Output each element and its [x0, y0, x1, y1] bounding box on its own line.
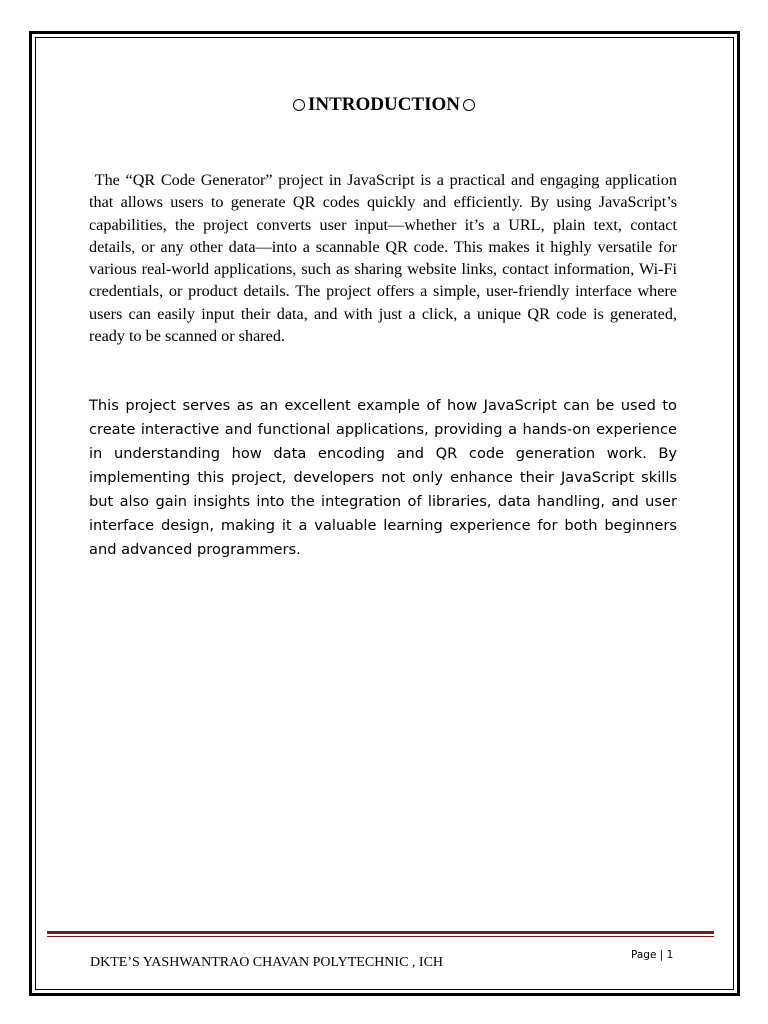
footer-institution: DKTE’S YASHWANTRAO CHAVAN POLYTECHNIC , ICH [90, 955, 444, 970]
circle-bullet-icon [293, 99, 305, 111]
footer-rule [47, 931, 714, 934]
intro-paragraph-2: This project serves as an excellent example of how JavaScript can be used to create interactive and functional applications, providing a hands-on experience in understanding how data encoding and QR code generation work. By implementing this project, developers not only enhance their JavaScript skills but also gain insights into the integration of libraries, data handling, and user interface design, making it a valuable learning experience for both beginners and advanced programmers. [89, 397, 677, 558]
page-number: Page | 1 [631, 949, 674, 961]
circle-bullet-icon [463, 99, 475, 111]
intro-paragraph-1: The “QR Code Generator” project in JavaScript is a practical and engaging application that allows users to generate QR codes quickly and efficiently. By using JavaScript’s capabilities, the project converts user input—whether it’s a URL, plain text, contact details, or any other data—into a scannable QR code. This makes it highly versatile for various real-world applications, such as sharing website links, contact information, Wi-Fi credentials, or product details. The project offers a simple, user-friendly interface where users can easily input their data, and with just a click, a unique QR code is generated, ready to be scanned or shared. [89, 171, 677, 346]
heading-text: INTRODUCTION [307, 94, 461, 115]
section-heading [0, 94, 768, 116]
footer-rule-thin [47, 936, 714, 937]
